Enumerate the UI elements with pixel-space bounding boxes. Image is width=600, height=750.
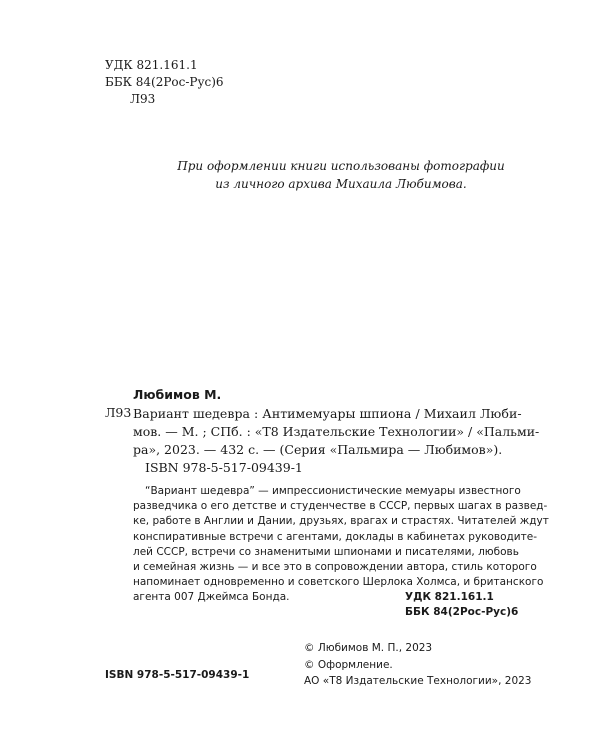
catalog-author-sign: Л93 xyxy=(105,405,132,420)
annotation-line: “Вариант шедевра” — импрессионистические мемуары известного xyxy=(145,485,521,497)
copyright-author: © Любимов М. П., 2023 xyxy=(304,642,433,654)
udk-code: УДК 821.161.1 xyxy=(105,58,198,72)
photo-note-line-2: из личного архива Михаила Любимова. xyxy=(215,177,467,191)
bbk-code: ББК 84(2Рос-Рус)6 xyxy=(105,75,224,89)
description-line: Вариант шедевра : Антимемуары шпиона / Михаил Люби- xyxy=(133,406,522,421)
copyright-design: © Оформление. xyxy=(304,658,393,671)
catalog-isbn: ISBN 978-5-517-09439-1 xyxy=(145,460,303,475)
bbk-code-bottom: ББК 84(2Рос-Рус)6 xyxy=(405,606,519,618)
bibliographic-description xyxy=(133,405,540,459)
annotation-line: агента 007 Джеймса Бонда. xyxy=(133,591,290,604)
copyright-block xyxy=(304,640,531,690)
annotation-line: разведчика о его детстве и студенчестве в СССР, первых шагах в развед- xyxy=(133,500,548,513)
annotation-line: и семейная жизнь — и все это в сопровождении автора, стиль которого xyxy=(133,561,537,574)
annotation-line: лей СССР, встречи со знаменитыми шпионами и писателями, любовь xyxy=(133,545,519,558)
classification-top xyxy=(105,57,224,108)
description-line: мов. — М. ; СПб. : «Т8 Издательские Технологии» / «Пальми- xyxy=(133,424,540,439)
copyright-publisher: АО «Т8 Издательские Технологии», 2023 xyxy=(304,675,532,687)
description-line: ра», 2023. — 432 с. — (Серия «Пальмира — Любимов»). xyxy=(133,442,503,457)
author-sign: Л93 xyxy=(130,92,156,106)
book-annotation xyxy=(133,484,549,606)
catalog-author: Любимов М. xyxy=(133,387,222,402)
annotation-line: конспиративные встречи с агентами, доклады в кабинетах руководите- xyxy=(133,530,537,543)
annotation-line: напоминает одновременно и советского Шерлока Холмса, и британского xyxy=(133,576,544,589)
photo-credit-note xyxy=(0,157,600,193)
annotation-line: ке, работе в Англии и Дании, друзьях, врагах и страстях. Читателей ждут xyxy=(133,515,549,528)
classification-bottom xyxy=(405,590,518,620)
photo-note-line-1: При оформлении книги использованы фотографии xyxy=(177,159,505,173)
udk-code-bottom: УДК 821.161.1 xyxy=(405,591,494,603)
isbn-bottom: ISBN 978-5-517-09439-1 xyxy=(105,669,250,681)
